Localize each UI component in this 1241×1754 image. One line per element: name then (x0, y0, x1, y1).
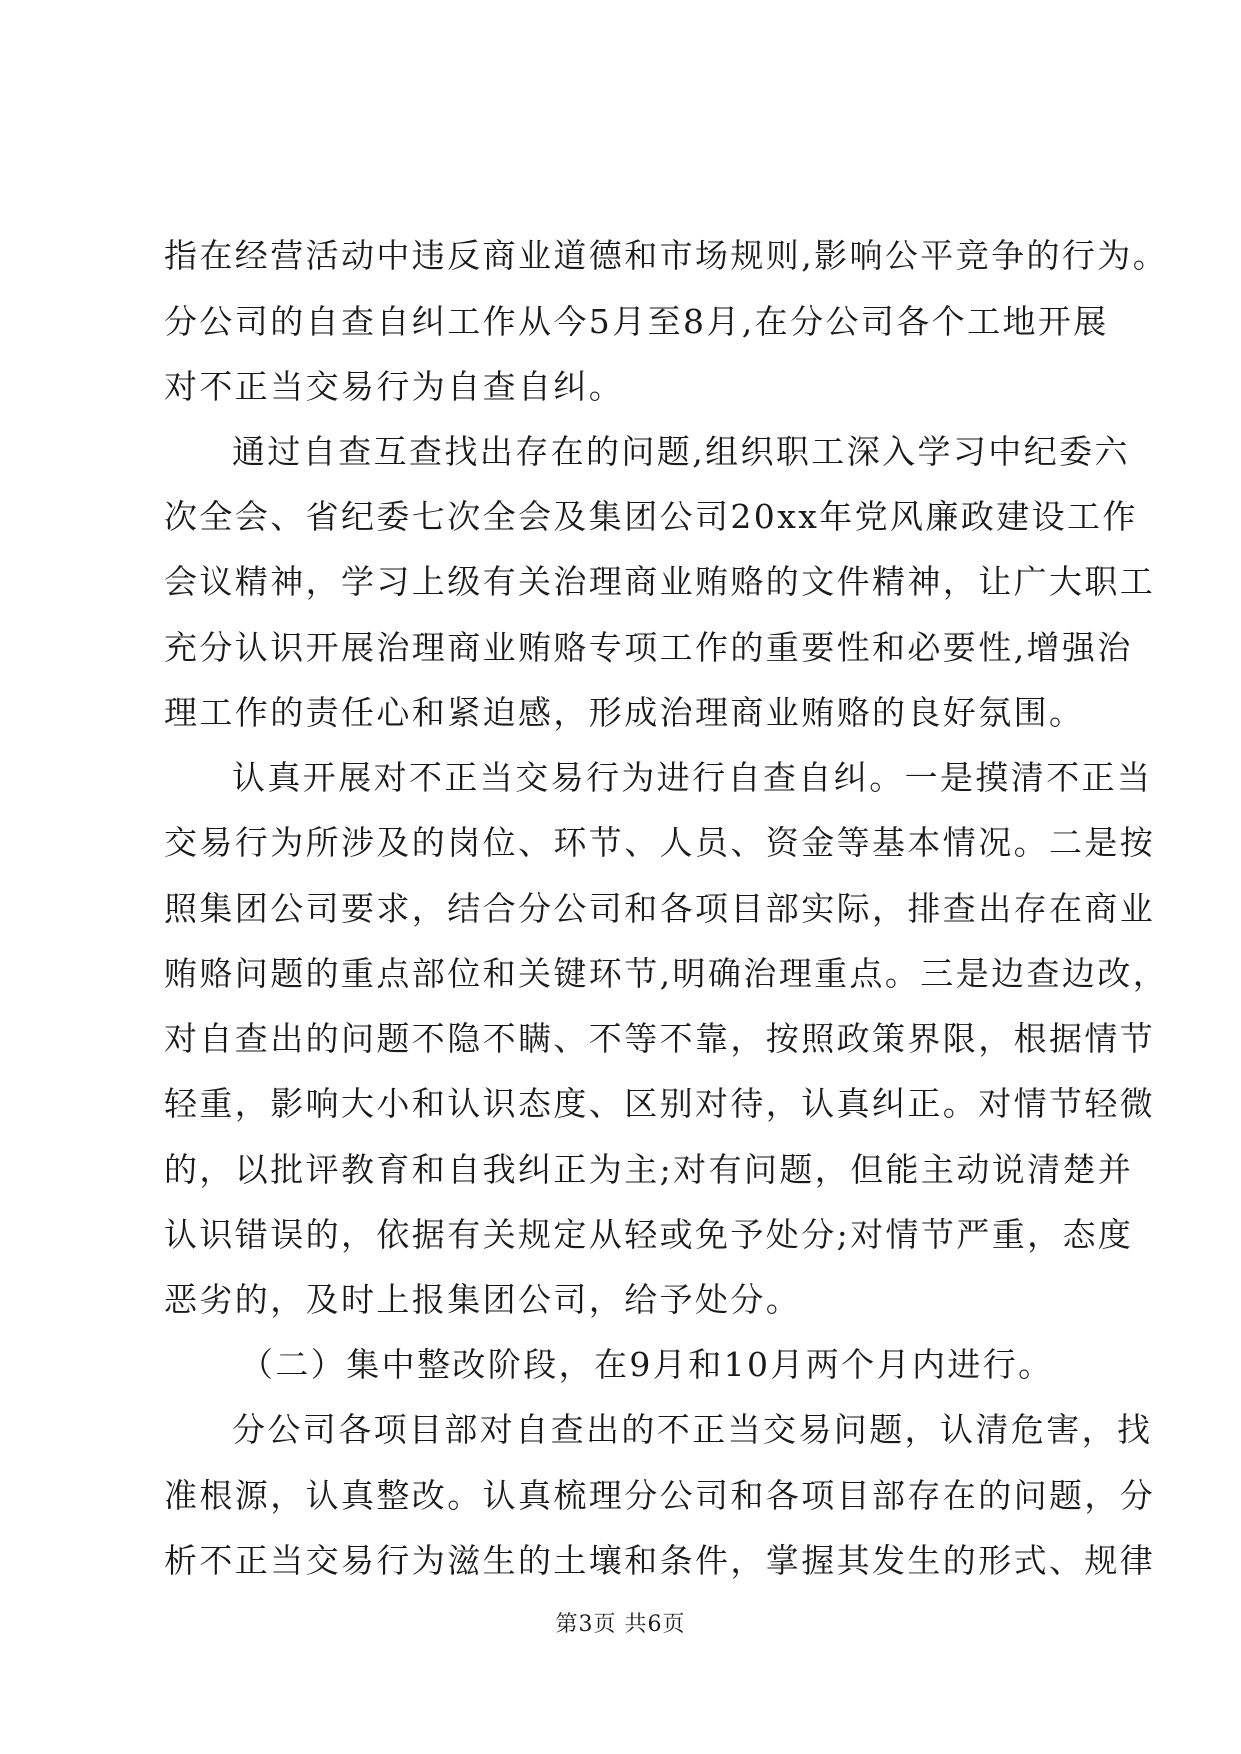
paragraph-start-line: 认真开展对不正当交易行为进行自查自纠。一是摸清不正当 (232, 758, 1153, 797)
text-line: 析不正当交易行为滋生的土壤和条件，掌握其发生的形式、规律 (164, 1541, 1156, 1580)
text-line: 次全会、省纪委七次全会及集团公司20xx年党风廉政建设工作 (164, 497, 1138, 536)
text-line: 会议精神，学习上级有关治理商业贿赂的文件精神，让广大职工 (164, 562, 1156, 601)
text-line: 指在经营活动中违反商业道德和市场规则,影响公平竞争的行为。 (164, 236, 1169, 275)
section-heading: （二）集中整改阶段，在9月和10月两个月内进行。 (240, 1345, 1054, 1384)
text-line: 贿赂问题的重点部位和关键环节,明确治理重点。三是边查边改， (164, 954, 1169, 993)
text-line: 的，以批评教育和自我纠正为主;对有问题，但能主动说清楚并 (164, 1150, 1134, 1189)
text-line: 分公司的自查自纠工作从今5月至8月,在分公司各个工地开展 (164, 302, 1109, 341)
text-line: 轻重，影响大小和认识态度、区别对待，认真纠正。对情节轻微 (164, 1084, 1156, 1123)
text-line: 充分认识开展治理商业贿赂专项工作的重要性和必要性,增强治 (164, 628, 1133, 667)
text-line: 照集团公司要求，结合分公司和各项目部实际，排查出存在商业 (164, 889, 1156, 928)
text-line: 理工作的责任心和紧迫感，形成治理商业贿赂的良好氛围。 (164, 693, 1085, 732)
text-line: 准根源，认真整改。认真梳理分公司和各项目部存在的问题，分 (164, 1476, 1156, 1515)
text-line: 对自查出的问题不隐不瞒、不等不靠，按照政策界限，根据情节 (164, 1019, 1156, 1058)
text-line: 对不正当交易行为自查自纠。 (164, 367, 625, 406)
text-line: 认识错误的，依据有关规定从轻或免予处分;对情节严重，态度 (164, 1215, 1134, 1254)
text-line: 交易行为所涉及的岗位、环节、人员、资金等基本情况。二是按 (164, 823, 1156, 862)
paragraph-start-line: 通过自查互查找出存在的问题,组织职工深入学习中纪委六 (232, 432, 1130, 471)
text-line: 恶劣的，及时上报集团公司，给予处分。 (164, 1280, 802, 1319)
paragraph-start-line: 分公司各项目部对自查出的不正当交易问题，认清危害，找 (232, 1410, 1153, 1449)
page-footer: 第3页 共6页 (555, 1612, 686, 1637)
